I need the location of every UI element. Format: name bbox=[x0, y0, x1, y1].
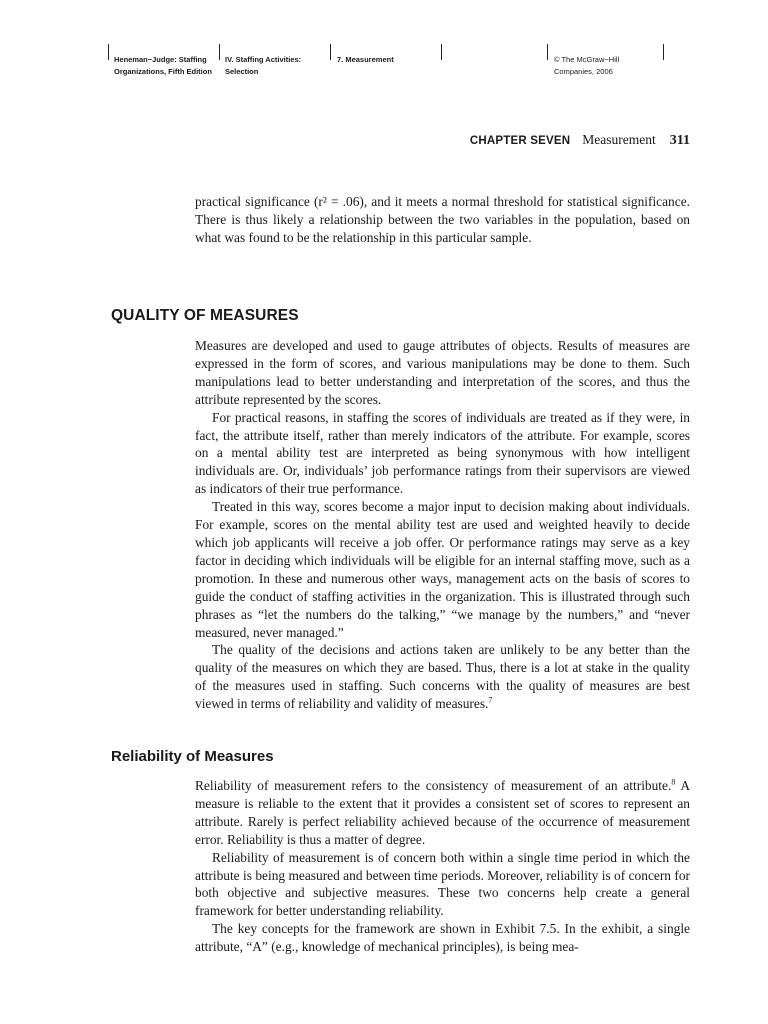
header-divider bbox=[219, 44, 220, 60]
reliability-paragraph-1-rest: A measure is reliable to the extent that it provides a consistent set of scores to represent an attribute. Rarely is perfect reliability achieved because of the occurrence of measurement error. Reliability is thus a matter of degree. bbox=[195, 778, 691, 847]
header-divider bbox=[108, 44, 109, 60]
header-divider bbox=[663, 44, 664, 60]
running-head bbox=[470, 132, 690, 149]
reliability-paragraph-1 bbox=[195, 777, 690, 849]
header-copyright-line1: © The McGraw−Hill bbox=[554, 55, 620, 64]
running-head-title: Measurement bbox=[582, 132, 656, 147]
reliability-paragraph-2: Reliability of measurement is of concern both within a single time period in which the attribute is being measured and between time periods. Moreover, reliability is of concern for both objective and subjective measures. These two concerns help create a general framework for better understanding reliability. bbox=[195, 849, 690, 919]
reliability-paragraph-1-start: Reliability of measurement refers to the consistency of measurement of an attribute. bbox=[195, 778, 672, 793]
header-divider bbox=[330, 44, 331, 60]
header-divider bbox=[547, 44, 548, 60]
intro-block bbox=[195, 193, 690, 247]
quality-paragraph-1: Measures are developed and used to gauge attributes of objects. Results of measures are expressed in the form of scores, and various manipulations may be done to them. Such manipulations lead to better understanding and interpretation of the scores, and thus the attribute represented by the scores. bbox=[195, 338, 690, 407]
header-chapter-cell bbox=[337, 44, 437, 72]
quality-paragraph-2: For practical reasons, in staffing the scores of individuals are treated as if they were, in fact, the attribute itself, rather than merely indicators of the attribute. For example, scores on a mental ability test are interpreted as being synonymous with how intelligent individuals are. Or, individuals’ job performance ratings from their supervisors are viewed as indicators of their true performance. bbox=[195, 409, 690, 497]
section-reliability-body bbox=[195, 777, 690, 956]
page-number: 311 bbox=[669, 133, 690, 148]
header-divider bbox=[441, 44, 442, 60]
header-part-cell bbox=[225, 44, 325, 76]
header-table bbox=[108, 44, 664, 80]
header-part-line1: IV. Staffing Activities: bbox=[225, 55, 302, 64]
section-quality-body bbox=[195, 337, 690, 713]
header-book-line2: Organizations, Fifth Edition bbox=[114, 67, 212, 76]
intro-paragraph: practical significance (r² = .06), and it meets a normal threshold for statistical significance. There is thus likely a relationship between the two variables in the population, based on what was found to be the relationship in this particular sample. bbox=[195, 194, 690, 245]
header-copyright-cell bbox=[554, 44, 654, 76]
section-heading-reliability: Reliability of Measures bbox=[111, 748, 274, 765]
header-book-cell bbox=[114, 44, 218, 76]
running-head-chapter: CHAPTER SEVEN bbox=[469, 135, 571, 147]
reliability-paragraph-3: The key concepts for the framework are shown in Exhibit 7.5. In the exhibit, a single attribute, “A” (e.g., knowledge of mechanical principles), is being mea- bbox=[195, 921, 690, 955]
header-part-line2: Selection bbox=[225, 67, 259, 76]
header-copyright-line2: Companies, 2006 bbox=[554, 67, 613, 76]
header-book-line1: Heneman−Judge: Staffing bbox=[114, 55, 207, 64]
header-chapter: 7. Measurement bbox=[337, 55, 394, 64]
footnote-reference: 7 bbox=[488, 695, 493, 705]
quality-paragraph-4 bbox=[195, 641, 690, 713]
quality-paragraph-3: Treated in this way, scores become a major input to decision making about individuals. For example, scores on the mental ability test are used and weighted heavily to decide which job applicants will receive a job offer. Or performance ratings may serve as a key factor in deciding which individuals will be eligible for an internal staffing move, such as a promotion. In these and numerous other ways, management acts on the basis of scores to guide the conduct of staffing activities in the organization. This is illustrated through such phrases as “let the numbers do the talking,” “we manage by the numbers,” and “never measured, never managed.” bbox=[195, 499, 690, 640]
section-heading-quality: QUALITY OF MEASURES bbox=[111, 307, 299, 324]
footnote-reference: 8 bbox=[671, 777, 676, 787]
quality-paragraph-4-text: The quality of the decisions and actions taken are unlikely to be any better than the quality of the measures on which they are based. Thus, there is a lot at stake in the quality of the measures used in staffing. Such concerns with the quality of measures are best viewed in terms of reliability and validity of measures. bbox=[195, 642, 690, 712]
